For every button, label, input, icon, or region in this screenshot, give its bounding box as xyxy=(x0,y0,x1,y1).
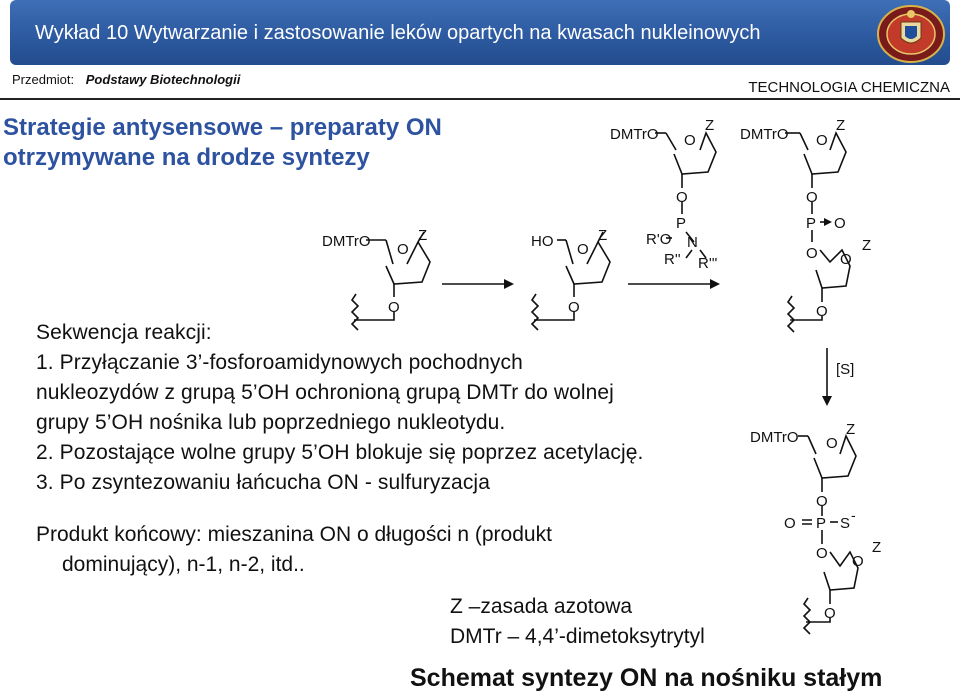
label-z: Z xyxy=(705,117,715,134)
label-o: O xyxy=(826,435,838,452)
final-product-text xyxy=(36,520,552,580)
label-o: O xyxy=(840,251,852,268)
label-n: N xyxy=(687,234,698,251)
body-line: 2. Pozostające wolne grupy 5’OH blokuje się poprzez acetylację. xyxy=(36,441,644,464)
label-dmtro: DMTrO xyxy=(740,126,789,143)
slide-title-line: otrzymywane na drodze syntezy xyxy=(3,144,370,171)
label-p: P xyxy=(806,215,817,232)
course-label: Przedmiot: xyxy=(12,72,75,87)
label-p: P xyxy=(816,515,827,532)
label-p: P xyxy=(676,215,687,232)
label-charge: - xyxy=(851,507,856,523)
department-name: TECHNOLOGIA CHEMICZNA xyxy=(748,79,950,96)
label-ho: HO xyxy=(531,233,554,250)
label-z: Z xyxy=(862,237,872,254)
label-o: O xyxy=(388,299,400,316)
label-r-triple-prime: R''' xyxy=(698,255,718,272)
legend-line: Z –zasada azotowa xyxy=(450,595,633,618)
label-o: O xyxy=(816,132,828,149)
label-r-prime-o: R'O xyxy=(646,231,672,248)
label-z: Z xyxy=(418,227,428,244)
label-o: O xyxy=(824,605,836,622)
lecture-title: Wykład 10 Wytwarzanie i zastosowanie leków opartych na kwasach nukleinowych xyxy=(35,22,761,44)
product-line: Produkt końcowy: mieszanina ON o długości n (produkt xyxy=(36,523,552,546)
body-line: 1. Przyłączanie 3’-fosforoamidynowych pochodnych xyxy=(36,351,523,374)
label-o: O xyxy=(676,189,688,206)
slide-title-line: Strategie antysensowe – preparaty ON xyxy=(3,114,442,141)
label-o: O xyxy=(806,245,818,262)
label-o: O xyxy=(806,189,818,206)
label-r-double-prime: R'' xyxy=(664,251,681,268)
sulfurization-reagent: [S] xyxy=(836,361,855,378)
label-o: O xyxy=(834,215,846,232)
label-o: O xyxy=(568,299,580,316)
legend-line: DMTr – 4,4’-dimetoksytrytyl xyxy=(450,625,705,648)
scheme-caption: Schemat syntezy ON na nośniku stałym xyxy=(410,664,883,692)
abbreviation-legend xyxy=(450,592,705,652)
label-o: O xyxy=(577,241,589,258)
label-dmtro: DMTrO xyxy=(322,233,371,250)
label-o: O xyxy=(816,303,828,320)
label-z: Z xyxy=(836,117,846,134)
label-s: S xyxy=(840,515,851,532)
label-z: Z xyxy=(598,227,608,244)
label-o: O xyxy=(816,545,828,562)
body-line: grupy 5’OH nośnika lub poprzedniego nukleotydu. xyxy=(36,411,506,434)
body-line: 3. Po zsyntezowaniu łańcucha ON - sulfuryzacja xyxy=(36,471,490,494)
course-name: Podstawy Biotechnologii xyxy=(85,72,241,87)
label-o: O xyxy=(816,493,828,510)
product-line: dominujący), n-1, n-2, itd.. xyxy=(62,553,305,576)
label-o: O xyxy=(852,553,864,570)
label-z: Z xyxy=(846,421,856,438)
label-dmtro: DMTrO xyxy=(750,429,799,446)
label-dmtro: DMTrO xyxy=(610,126,659,143)
label-o: O xyxy=(397,241,409,258)
label-o: O xyxy=(684,132,696,149)
label-z: Z xyxy=(872,539,882,556)
body-line: Sekwencja reakcji: xyxy=(36,321,212,344)
body-line: nukleozydów z grupą 5’OH ochronioną grupą DMTr do wolnej xyxy=(36,381,614,404)
label-o-double-bond: O xyxy=(784,515,796,532)
reaction-sequence xyxy=(36,318,643,498)
